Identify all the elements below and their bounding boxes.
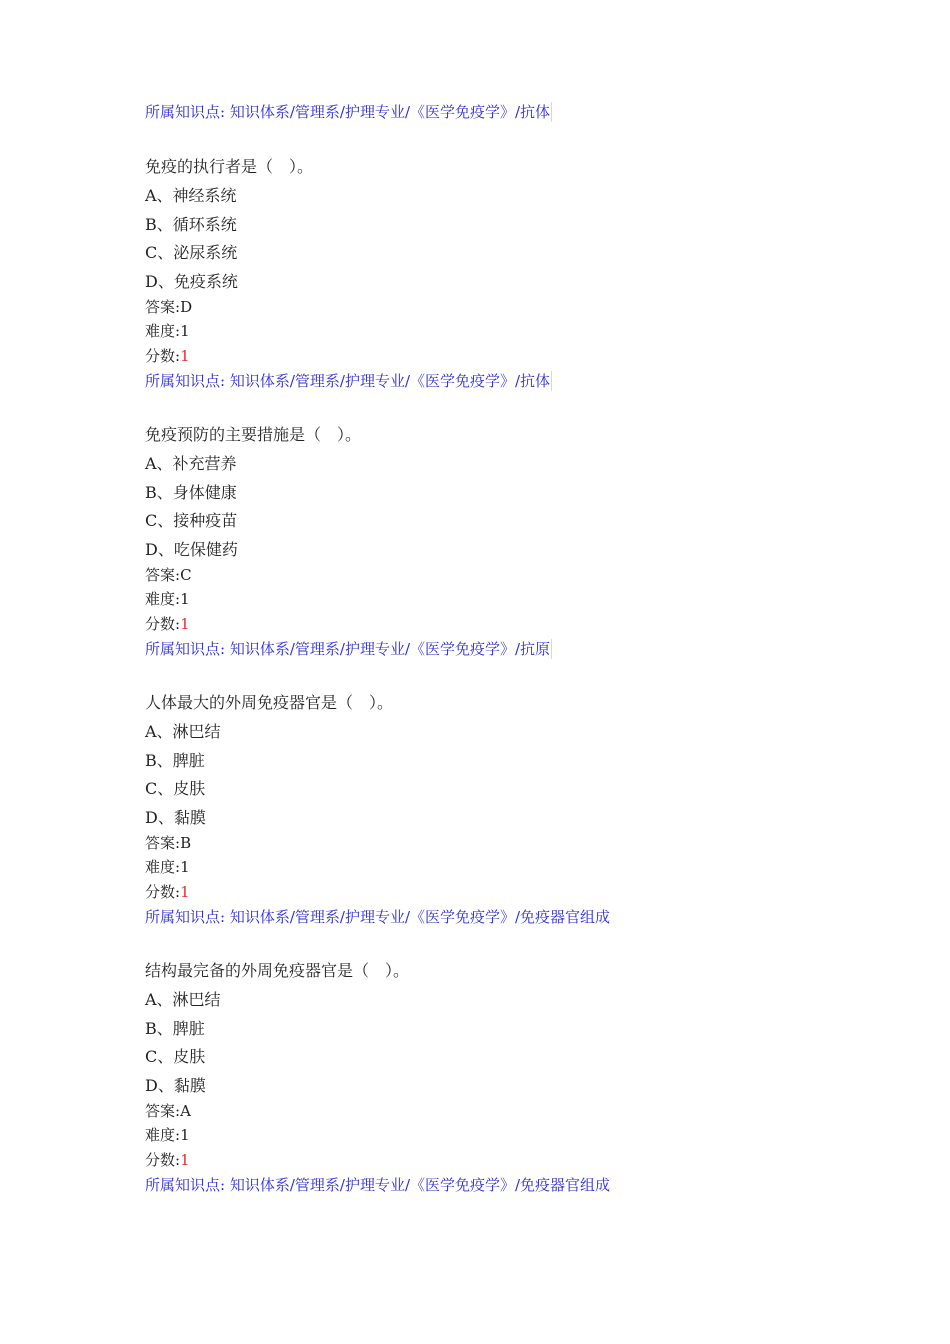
option-c: C、接种疫苗 (145, 511, 238, 530)
answer-line (145, 1101, 191, 1121)
difficulty-line (145, 1125, 190, 1145)
difficulty-label: 难度: (145, 590, 181, 608)
option-a: A、补充营养 (145, 454, 237, 473)
knowledge-point-prefix: 所属知识点: (145, 1176, 226, 1194)
score-line (145, 1150, 190, 1170)
answer-line (145, 565, 192, 585)
score-label: 分数: (145, 615, 181, 633)
option-d: D、黏膜 (145, 1076, 206, 1095)
difficulty-line (145, 321, 190, 341)
knowledge-point-header (145, 102, 552, 122)
difficulty-line (145, 857, 190, 877)
score-value: 1 (180, 615, 190, 633)
score-line (145, 614, 190, 634)
option-b: B、脾脏 (145, 1019, 205, 1038)
knowledge-point-path: 知识体系/管理系/护理专业/《医学免疫学》/免疫器官组成 (229, 1176, 611, 1194)
difficulty-value: 1 (180, 1126, 190, 1144)
difficulty-label: 难度: (145, 1126, 181, 1144)
option-c: C、皮肤 (145, 779, 206, 798)
knowledge-point-prefix: 所属知识点: (145, 103, 226, 121)
difficulty-value: 1 (180, 590, 190, 608)
answer-line (145, 833, 191, 853)
option-b: B、身体健康 (145, 483, 237, 502)
knowledge-point-path: 知识体系/管理系/护理专业/《医学免疫学》/抗原 (229, 640, 551, 658)
score-line (145, 346, 190, 366)
answer-value: D (180, 298, 193, 316)
knowledge-point (145, 1175, 611, 1195)
score-label: 分数: (145, 347, 181, 365)
knowledge-point (145, 639, 552, 659)
answer-label: 答案: (145, 566, 181, 584)
question-stem: 人体最大的外周免疫器官是（ ）。 (145, 693, 394, 712)
question-stem: 免疫预防的主要措施是（ ）。 (145, 425, 362, 444)
option-d: D、免疫系统 (145, 272, 238, 291)
answer-value: A (180, 1102, 191, 1120)
difficulty-line (145, 589, 190, 609)
score-value: 1 (180, 347, 190, 365)
option-a: A、神经系统 (145, 186, 237, 205)
answer-label: 答案: (145, 1102, 181, 1120)
answer-label: 答案: (145, 298, 181, 316)
answer-label: 答案: (145, 834, 181, 852)
knowledge-point-path: 知识体系/管理系/护理专业/《医学免疫学》/抗体 (229, 103, 551, 121)
knowledge-point-path: 知识体系/管理系/护理专业/《医学免疫学》/抗体 (229, 372, 551, 390)
difficulty-value: 1 (180, 322, 190, 340)
knowledge-point-path: 知识体系/管理系/护理专业/《医学免疫学》/免疫器官组成 (229, 908, 611, 926)
knowledge-point (145, 371, 552, 391)
answer-value: C (180, 566, 192, 584)
difficulty-label: 难度: (145, 858, 181, 876)
knowledge-point (145, 907, 611, 927)
difficulty-label: 难度: (145, 322, 181, 340)
option-a: A、淋巴结 (145, 722, 221, 741)
score-label: 分数: (145, 883, 181, 901)
knowledge-point-prefix: 所属知识点: (145, 372, 226, 390)
option-c: C、皮肤 (145, 1047, 206, 1066)
answer-line (145, 297, 192, 317)
question-stem: 免疫的执行者是（ ）。 (145, 157, 314, 176)
score-label: 分数: (145, 1151, 181, 1169)
option-c: C、泌尿系统 (145, 243, 238, 262)
option-b: B、循环系统 (145, 215, 237, 234)
answer-value: B (180, 834, 192, 852)
option-d: D、吃保健药 (145, 540, 238, 559)
score-line (145, 882, 190, 902)
question-stem: 结构最完备的外周免疫器官是（ ）。 (145, 961, 410, 980)
score-value: 1 (180, 883, 190, 901)
option-d: D、黏膜 (145, 808, 206, 827)
difficulty-value: 1 (180, 858, 190, 876)
score-value: 1 (180, 1151, 190, 1169)
knowledge-point-prefix: 所属知识点: (145, 640, 226, 658)
knowledge-point-prefix: 所属知识点: (145, 908, 226, 926)
option-a: A、淋巴结 (145, 990, 221, 1009)
option-b: B、脾脏 (145, 751, 205, 770)
